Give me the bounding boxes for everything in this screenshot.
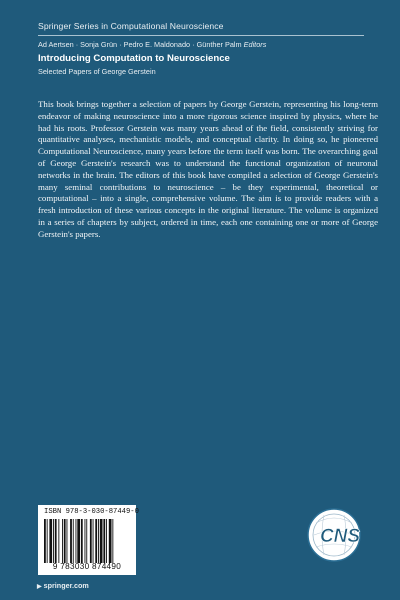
editors-line [38,40,266,49]
cns-logo-text: CNS [319,526,361,547]
barcode-bar [62,519,63,563]
barcode-bar [77,519,80,563]
barcode-bar [58,519,59,563]
book-title: Introducing Computation to Neuroscience [38,53,230,64]
series-title: Springer Series in Computational Neuroscience [38,21,224,31]
springer-link[interactable] [37,581,89,590]
barcode [38,505,139,575]
barcode-bar [64,519,66,563]
barcode-bar [73,519,74,563]
barcode-bar [76,519,77,563]
barcode-bar [86,519,87,563]
barcode-bar [55,519,57,563]
editor-names: Ad Aertsen · Sonja Grün · Pedro E. Maldonado · Günther Palm [38,40,242,49]
arrow-right-icon: ▶ [37,584,42,590]
barcode-bars [44,519,130,563]
barcode-bar [95,519,97,563]
barcode-bar [44,519,46,563]
barcode-bar [100,519,103,563]
barcode-bar [103,519,105,563]
barcode-bar [49,519,52,563]
barcode-bar [112,519,113,563]
barcode-number: 9 783030 874490 [52,562,122,571]
editors-role: Editors [243,40,267,49]
header-divider [38,35,364,36]
barcode-bar [81,519,83,563]
barcode-bar [90,519,92,563]
cns-logo-icon [302,505,380,567]
book-subtitle: Selected Papers of George Gerstein [38,67,156,76]
barcode-bar [98,519,99,563]
barcode-bar [47,519,48,563]
isbn-label: ISBN 978-3-030-87449-0 [44,508,139,516]
barcode-bar [53,519,54,563]
barcode-bar [106,519,107,563]
url-text: springer.com [43,581,89,590]
barcode-bar [67,519,68,563]
barcode-bar [70,519,72,563]
barcode-bar [85,519,86,563]
book-description: This book brings together a selection of papers by George Gerstein, representing his long-term endeavor of making neuroscience into a more rigorous science inspired by physics, where he had his roots. Professor Gerstein was many years ahead of the field, consistently striving for quantitative analyses, mechanistic models, and conceptual clarity. In doing so, he pioneered Computational Neuroscience, many years before the term itself was born. The overarching goal of George Gerstein's research was to understand the functional organization of neuronal networks in the brain. The editors of this book have compiled a selection of George Gerstein's many seminal contributions to neuroscience – be they experimental, theoretical or computational – into a single, comprehensive volume. The aim is to provide readers with a fresh introduction of these various concepts in the original literature. The volume is organized in a series of chapters by subject, ordered in time, each one containing one or more of George Gerstein's papers. [38,99,378,239]
barcode-bar [109,519,112,563]
barcode-bar [93,519,94,563]
